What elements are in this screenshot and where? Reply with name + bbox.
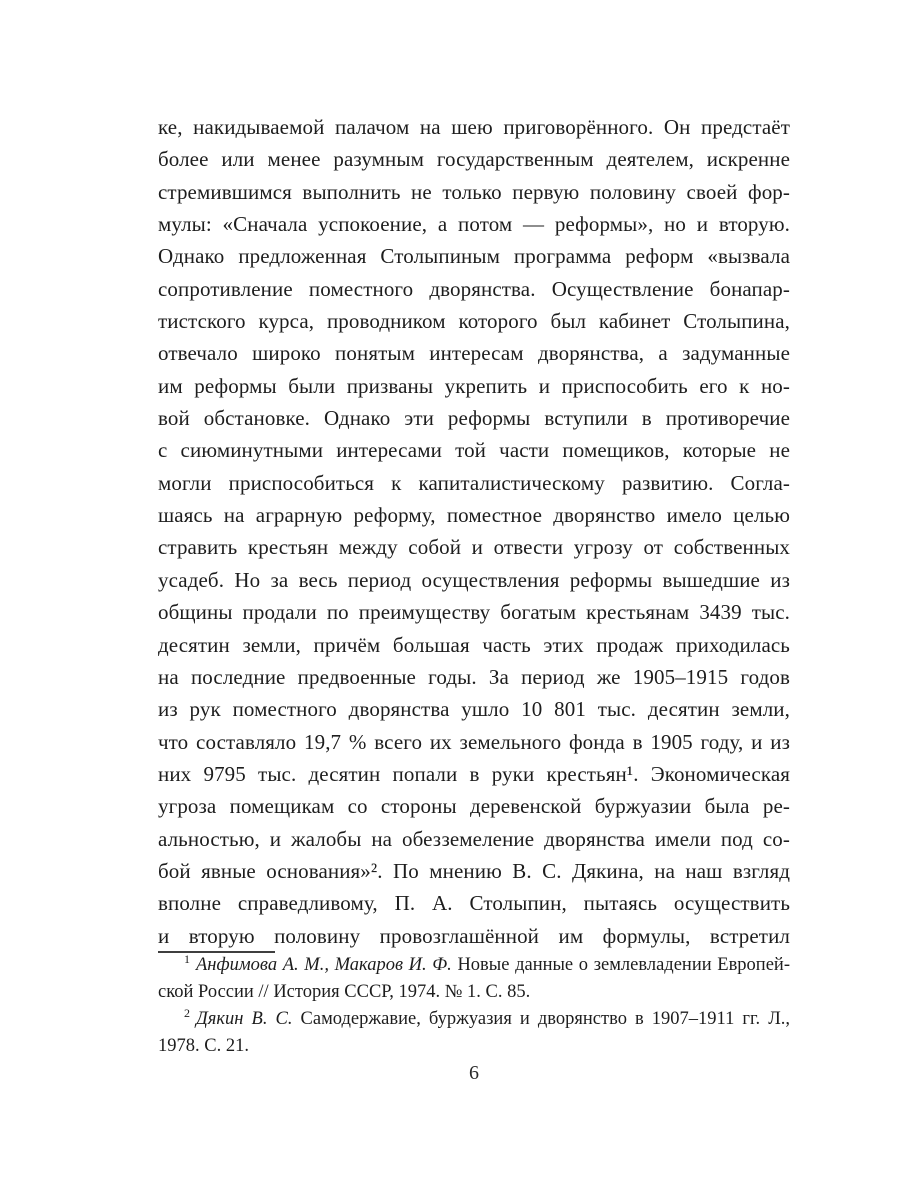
body-line: мулы: «Сначала успокоение, а потом — реформы», но и вторую.: [158, 212, 790, 237]
body-line: с сиюминутными интересами той части помещиков, которые не: [158, 438, 790, 463]
body-line: из рук поместного дворянства ушло 10 801 тыс. десятин земли,: [158, 697, 790, 722]
body-line: стремившимся выполнить не только первую половину своей фор-: [158, 179, 790, 204]
footnote-2-marker: 2: [184, 1006, 190, 1020]
body-line: тистского курса, проводником которого был кабинет Столыпина,: [158, 309, 790, 334]
footnotes-block: [158, 952, 790, 1060]
body-line: сопротивление поместного дворянства. Осуществление бонапар-: [158, 276, 790, 301]
footnote-2-line-2: 1978. С. 21.: [158, 1036, 249, 1056]
footnote-1-marker: 1: [184, 952, 190, 966]
body-line: могли приспособиться к капиталистическому развитию. Согла-: [158, 470, 790, 495]
body-line: на последние предвоенные годы. За период же 1905–1915 годов: [158, 664, 790, 689]
body-line: ке, накидываемой палачом на шею приговорённого. Он предстаёт: [158, 115, 790, 139]
body-line: что составляло 19,7 % всего их земельного фонда в 1905 году, и из: [158, 729, 790, 754]
body-line: бой явные основания»². По мнению В. С. Дякина, на наш взгляд: [158, 858, 790, 883]
footnote-1-author: Анфимова А. М., Макаров И. Ф.: [196, 955, 452, 975]
body-line: них 9795 тыс. десятин попали в руки крестьян¹. Экономическая: [158, 761, 790, 786]
footnote-1-text: Новые данные о землевладении Европей-: [457, 955, 790, 975]
footnote-2-author: Дякин В. С.: [196, 1009, 293, 1029]
body-line: Однако предложенная Столыпиным программа реформ «вызвала: [158, 244, 790, 269]
body-line: альностью, и жалобы на обезземеление дворянства имели под со-: [158, 826, 790, 851]
footnote-2-text: Самодержавие, буржуазия и дворянство в 1907–1911 гг. Л.,: [300, 1009, 790, 1029]
body-line: десятин земли, причём большая часть этих продаж приходилась: [158, 632, 790, 657]
body-line: усадеб. Но за весь период осуществления реформы вышедшие из: [158, 567, 790, 592]
footnote-1-line-1: [158, 952, 790, 979]
body-line: вой обстановке. Однако эти реформы вступили в противоречие: [158, 406, 790, 431]
body-line: угроза помещикам со стороны деревенской буржуазии была ре-: [158, 794, 790, 819]
body-line: более или менее разумным государственным деятелем, искренне: [158, 147, 790, 172]
footnote-2-line-1: [158, 1006, 790, 1033]
footnote-1-line-2: ской России // История СССР, 1974. № 1. С. 85.: [158, 982, 531, 1002]
body-line: вполне справедливому, П. А. Столыпин, пытаясь осуществить: [158, 891, 790, 916]
page-number: 6: [469, 1062, 479, 1084]
body-text: [158, 111, 790, 952]
body-line: общины продали по преимуществу богатым крестьянам 3439 тыс.: [158, 600, 790, 625]
body-line: стравить крестьян между собой и отвести угрозу от собственных: [158, 535, 790, 560]
body-line: и вторую половину провозглашённой им формулы, встретил: [158, 923, 790, 948]
body-line: отвечало широко понятым интересам дворянства, а задуманные: [158, 341, 790, 366]
body-line: им реформы были призваны укрепить и приспособить его к но-: [158, 373, 790, 398]
body-line: шаясь на аграрную реформу, поместное дворянство имело целью: [158, 503, 790, 528]
